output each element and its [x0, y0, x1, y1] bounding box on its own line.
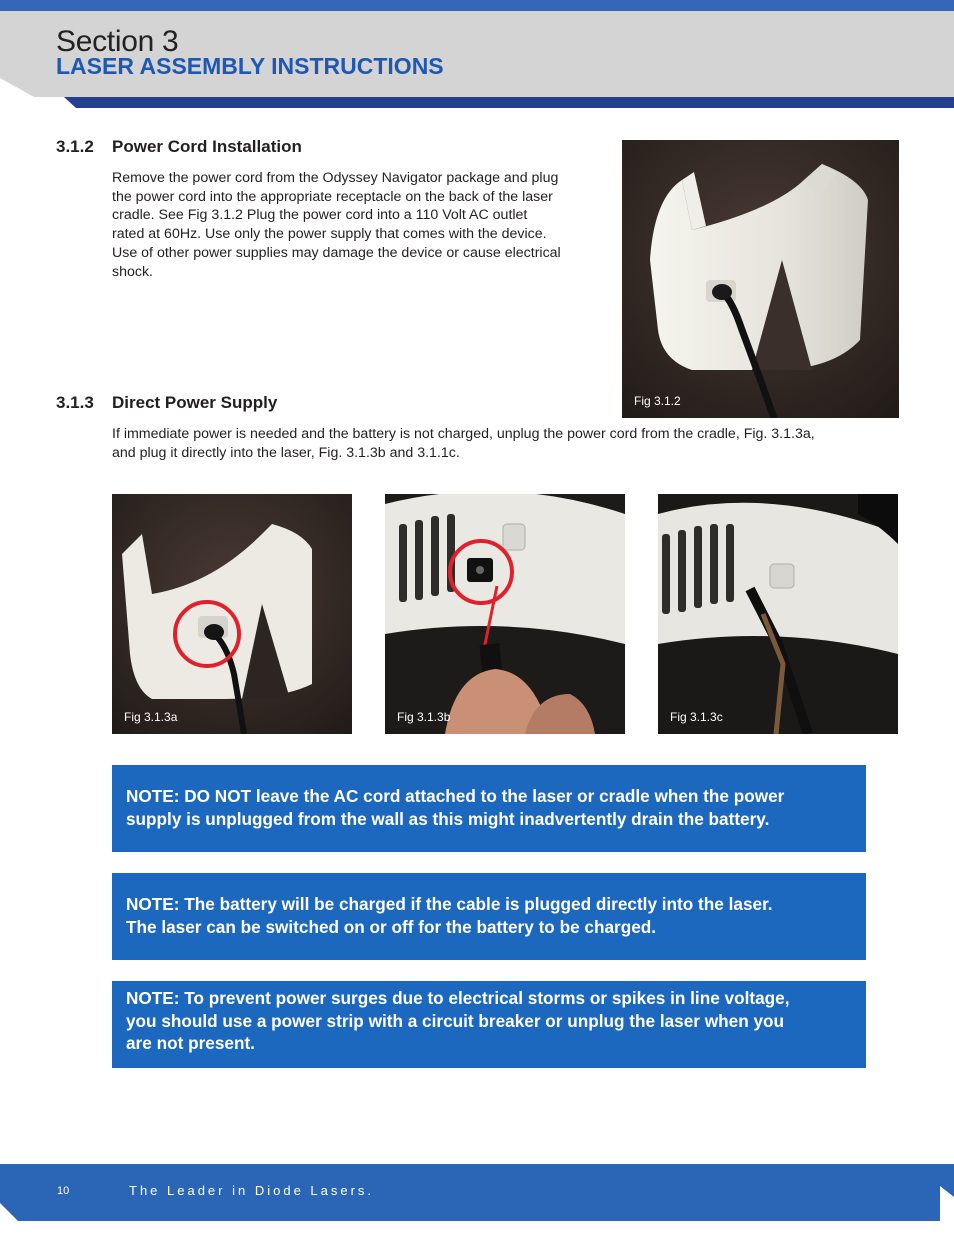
note-line: NOTE: DO NOT leave the AC cord attached to the laser or cradle when the power: [126, 786, 785, 806]
top-accent-strip: [0, 0, 954, 11]
text-line: Use of other power supplies may damage the device or cause electrical: [112, 244, 561, 261]
text-line: and plug it directly into the laser, Fig. 3.1.3b and 3.1.1c.: [112, 444, 460, 461]
heading-power-cord-installation: [56, 137, 302, 157]
figure-3-1-3b-photo: [385, 494, 625, 734]
section-title: LASER ASSEMBLY INSTRUCTIONS: [56, 53, 444, 79]
note-line: NOTE: To prevent power surges due to electrical storms or spikes in line voltage,: [126, 988, 790, 1008]
note-line: are not present.: [126, 1033, 255, 1053]
power-cord-paragraph: [112, 169, 602, 281]
header-navy-bar: [64, 97, 954, 108]
note-box-ac-cord: [112, 765, 866, 852]
section-heading: Direct Power Supply: [112, 393, 278, 412]
note-box-power-surges: [112, 981, 866, 1068]
text-line: shock.: [112, 263, 154, 280]
cradle-illustration: [622, 140, 899, 418]
text-line: cradle. See Fig 3.1.2 Plug the power cord into a 110 Volt AC outlet: [112, 207, 528, 224]
laser-plugged-illustration: [658, 494, 898, 734]
footer-tagline: The Leader in Diode Lasers.: [129, 1183, 375, 1198]
note-line: supply is unplugged from the wall as this might inadvertently drain the battery.: [126, 808, 770, 829]
laser-port-illustration: [385, 494, 625, 734]
figure-caption: Fig 3.1.3c: [670, 710, 723, 724]
section-number: 3.1.2: [56, 137, 94, 156]
figure-3-1-2-photo: [622, 140, 899, 418]
note-line: you should use a power strip with a circuit breaker or unplug the laser when you: [126, 1010, 785, 1031]
text-line: rated at 60Hz. Use only the power supply that comes with the device.: [112, 226, 547, 243]
direct-power-paragraph: [112, 425, 902, 462]
note-box-battery-charging: [112, 873, 866, 960]
figure-3-1-3a-photo: [112, 494, 352, 734]
figure-3-1-3c-photo: [658, 494, 898, 734]
figure-caption: Fig 3.1.3a: [124, 710, 178, 724]
heading-direct-power-supply: [56, 393, 277, 413]
text-line: Remove the power cord from the Odyssey Navigator package and plug: [112, 170, 559, 186]
section-label: Section 3: [56, 25, 179, 58]
section-heading: Power Cord Installation: [112, 137, 302, 156]
note-line: NOTE: The battery will be charged if the cable is plugged directly into the laser.: [126, 894, 773, 914]
text-line: If immediate power is needed and the battery is not charged, unplug the power cord from the cradle, Fig. 3.1.3a,: [112, 426, 815, 442]
page-number: 10: [57, 1185, 70, 1197]
section-number: 3.1.3: [56, 393, 94, 412]
figure-caption: Fig 3.1.3b: [397, 710, 451, 724]
text-line: the power cord into the appropriate receptacle on the back of the laser: [112, 188, 553, 205]
cradle-cord-illustration: [112, 494, 352, 734]
note-line: The laser can be switched on or off for the battery to be charged.: [126, 916, 657, 937]
figure-caption: Fig 3.1.2: [634, 394, 681, 408]
